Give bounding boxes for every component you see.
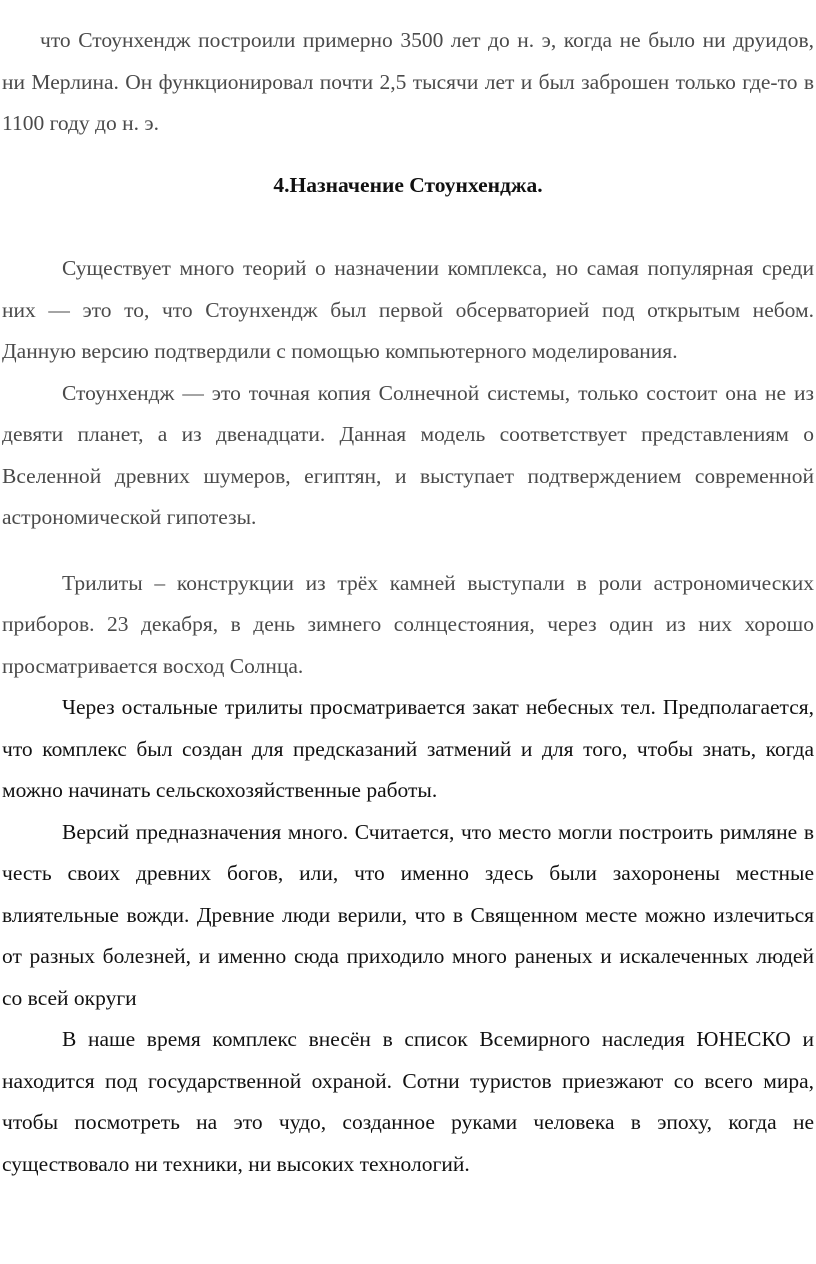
paragraph-solar-system-copy: Стоунхендж — это точная копия Солнечной системы, только состоит она не из девяти планет, а из двенадцати. Данная модель соответствует представлениям о Вселенной древних шумеров, египтян, и выступает подтверждением современной астрономической гипотезы. [2,380,814,529]
spacer [2,206,814,248]
paragraph-sunset-eclipses: Через остальные трилиты просматривается закат небесных тел. Предполагается, что комплекс был создан для предсказаний затмений и для того, чтобы знать, когда можно начинать сельскохозяйственные работы. [2,695,814,802]
section-heading: 4.Назначение Стоунхенджа. [273,172,543,197]
paragraph-unesco: В наше время комплекс внесён в список Всемирного наследия ЮНЕСКО и находится под государственной охраной. Сотни туристов приезжают со всего мира, чтобы посмотреть на это чудо, созданное руками человека в эпоху, когда не существовало ни техники, ни высоких технологий. [2,1027,814,1176]
paragraph-intro-continuation: что Стоунхендж построили примерно 3500 лет до н. э, когда не было ни друидов, ни Мерлина. Он функционировал почти 2,5 тысячи лет и был заброшен только где-то в 1100 году до н. э. [2,28,814,135]
paragraph-trilithons: Трилиты – конструкции из трёх камней выступали в роли астрономических приборов. 23 декабря, в день зимнего солнцестояния, через один из них хорошо просматривается восход Солнца. [2,570,814,678]
paragraph-observatory-theory: Существует много теорий о назначении комплекса, но самая популярная среди них — это то, что Стоунхендж был первой обсерваторией под открытым небом. Данную версию подтвердили с помощью компьютерного моделирования. [2,256,814,363]
spacer [2,539,814,563]
spacer [2,145,814,165]
paragraph-versions-purpose: Версий предназначения много. Считается, что место могли построить римляне в честь своих древних богов, или, что именно здесь были захоронены местные влиятельные вожди. Древние люди верили, что в Священном месте можно излечиться от разных болезней, и именно сюда приходило много раненых и искалеченных людей со всей округи [2,819,814,1010]
